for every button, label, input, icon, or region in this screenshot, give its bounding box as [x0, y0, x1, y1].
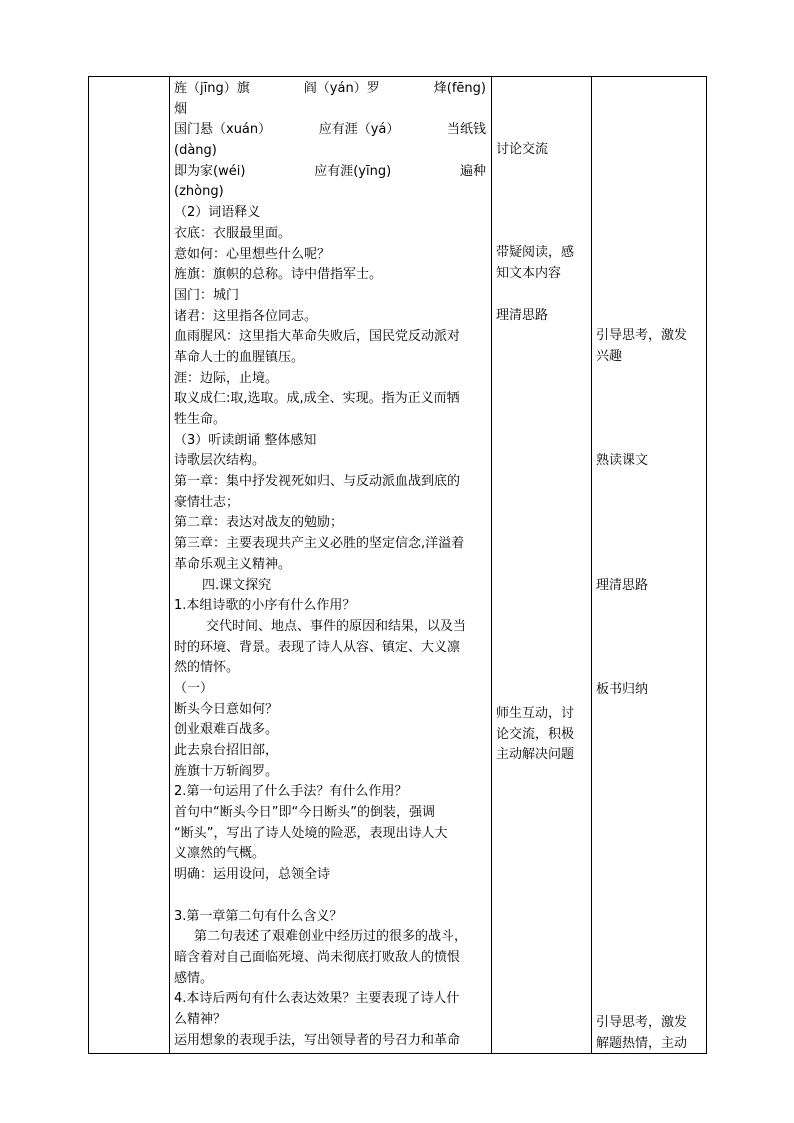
answer-line: 运用想象的表现手法，写出领导者的号召力和革命: [174, 1032, 461, 1048]
pinyin-item: 烽(fēng): [433, 81, 486, 96]
reading-line: 诗歌层次结构。: [174, 453, 266, 469]
answer-line: “断头”，写出了诗人处境的险恶，表现出诗人大: [174, 825, 448, 841]
activity-text: 知文本内容: [496, 266, 562, 281]
section-heading: （3）听读朗诵 整体感知: [174, 432, 317, 448]
answer-line: 暗含着对自己面临死境、尚未彻底打败敌人的愤恨: [174, 949, 461, 965]
intent-text: 引导思考，激发: [596, 1015, 688, 1030]
teaching-content-cell: [174, 79, 486, 1051]
question: 么精神？: [174, 1011, 227, 1027]
vocab-line: 旌旗：旗帜的总称。诗中借指军士。: [174, 267, 383, 283]
pinyin-row: [174, 79, 486, 100]
vocab-line: 牲生命。: [174, 412, 227, 427]
lesson-table: [88, 76, 707, 1054]
activity-text: 讨论交流: [496, 142, 549, 157]
answer-line: 交代时间、地点、事件的原因和结果，以及当: [206, 618, 467, 634]
section-heading: 四.课文探究: [202, 577, 272, 593]
pinyin-item: (zhòng): [174, 184, 224, 200]
pinyin-item: 应有涯（yá）: [318, 122, 400, 138]
answer-line: 明确：运用设问，总领全诗: [174, 867, 331, 883]
intent-text: 熟读课文: [596, 453, 649, 468]
question: 2.第一句运用了什么手法？有什么作用？: [174, 784, 408, 800]
column-divider: [591, 77, 592, 1053]
reading-line: 第二章：表达对战友的勉励；: [174, 515, 344, 531]
poem-label: （一）: [174, 680, 214, 696]
pinyin-item: 应有涯(yīng): [314, 163, 392, 179]
vocab-line: 国门：城门: [174, 287, 240, 303]
answer-line: 然的情怀。: [174, 660, 240, 676]
intent-text: 解题热情，主动: [596, 1036, 688, 1051]
pinyin-item: 国门悬（xuán）: [174, 122, 272, 138]
vocab-line: 革命人士的血腥镇压。: [174, 349, 305, 365]
answer-line: 第二句表述了艰难创业中经历过的很多的战斗，: [194, 929, 468, 945]
reading-line: 革命乐观主义精神。: [174, 556, 292, 572]
vocab-line: 意如何：心里想些什么呢？: [174, 246, 331, 262]
answer-line: 感情。: [174, 970, 214, 986]
activity-text: 主动解决问题: [496, 747, 575, 762]
pinyin-item: (dàng): [174, 143, 217, 159]
pinyin-row: [174, 162, 486, 183]
vocab-line: 取义成仁:取,选取。成,成全、实现。指为正义而牺: [174, 391, 460, 407]
reading-line: 第三章：主要表现共产主义必胜的坚定信念,洋溢着: [174, 536, 465, 552]
pinyin-item: 遍种: [459, 163, 486, 179]
question: 4.本诗后两句有什么表达效果？主要表现了诗人什: [174, 991, 460, 1007]
activity-text: 论交流，积极: [496, 727, 575, 742]
poem-line: 此去泉台招旧部，: [174, 743, 279, 758]
pinyin-item: 阎（yán）罗: [303, 81, 380, 96]
pinyin-row: [174, 120, 486, 141]
vocab-line: 诸君：这里指各位同志。: [174, 308, 318, 324]
pinyin-item: 旌（jīng）旗: [174, 81, 250, 96]
intent-text: 兴趣: [596, 349, 623, 364]
poem-line: 断头今日意如何？: [174, 701, 279, 717]
activity-text: 理清思路: [496, 308, 549, 323]
column-divider: [491, 77, 492, 1053]
pinyin-item: 即为家(wéi): [174, 163, 246, 179]
vocab-line: 涯：边际，止境。: [174, 370, 279, 386]
vocab-line: 血雨腥风：这里指大革命失败后，国民党反动派对: [174, 329, 461, 345]
reading-line: 豪情壮志；: [174, 494, 240, 510]
vocab-line: 衣底：衣服最里面。: [174, 225, 292, 241]
activity-text: 师生互动，讨: [496, 706, 575, 721]
activity-text: 带疑阅读，感: [496, 245, 575, 260]
reading-line: 第一章：集中抒发视死如归、与反动派血战到底的: [174, 474, 461, 490]
answer-line: 时的环境、背景。表现了诗人从容、镇定、大义凛: [174, 639, 461, 655]
pinyin-item: 当纸钱: [446, 122, 486, 138]
blank-line: [174, 886, 486, 907]
pinyin-item: 烟: [174, 101, 188, 117]
intent-text: 理清思路: [596, 578, 649, 593]
intent-text: 引导思考，激发: [596, 328, 688, 343]
column-divider: [169, 77, 170, 1053]
answer-line: 义凛然的气概。: [174, 846, 266, 862]
intent-text: 板书归纳: [596, 682, 649, 697]
answer-line: 首句中“断头今日”即“今日断头”的倒装，强调: [174, 805, 435, 821]
question: 3.第一章第二句有什么含义？: [174, 908, 343, 924]
poem-line: 旌旗十万斩阎罗。: [174, 763, 279, 779]
poem-line: 创业艰难百战多。: [174, 722, 279, 738]
section-heading: （2）词语释义: [174, 205, 261, 221]
question: 1.本组诗歌的小序有什么作用？: [174, 598, 356, 614]
